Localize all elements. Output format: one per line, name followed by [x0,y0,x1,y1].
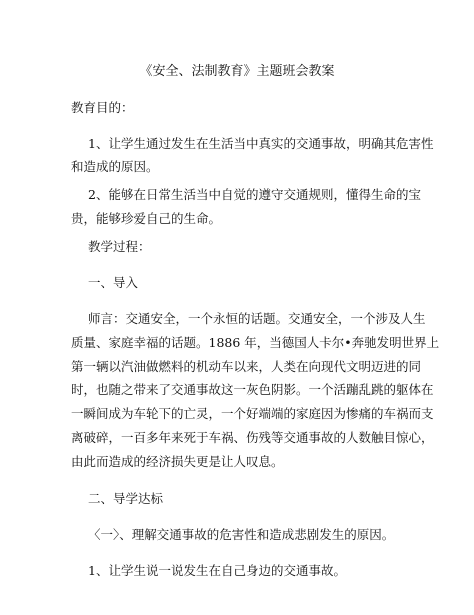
goals-heading: 教育目的： [71,100,134,115]
intro-line: 一瞬间成为车轮下的亡灵，一个好端端的家庭因为惨痛的车祸而支 [71,406,434,421]
section-1-heading: 一、导入 [88,275,139,290]
item-1: 1、让学生说一说发生在自己身边的交通事故。 [88,563,346,578]
document-title: 《安全、法制教育》主题班会教案 [139,64,335,79]
intro-line: 第一辆以汽油做燃料的机动车以来，人类在向现代文明迈进的同 [71,359,422,374]
intro-line: 师言：交通安全，一个永恒的话题。交通安全，一个涉及人生 [88,311,426,326]
intro-line: 时，也随之带来了交通事故这一灰色阴影。一个活蹦乱跳的躯体在 [71,382,434,397]
goal-2-line-1: 2、能够在日常生活当中自觉的遵守交通规则，懂得生命的宝 [88,187,421,202]
goal-1-line-2: 和造成的原因。 [71,159,159,174]
process-heading: 教学过程： [88,239,151,254]
intro-line: 质量、家庭幸福的话题。1886 年，当德国人卡尔•奔驰发明世界上 [71,335,440,350]
goal-1-line-1: 1、让学生通过发生在生活当中真实的交通事故，明确其危害性 [88,136,434,151]
subsection-1: 〈一〉、理解交通事故的危害性和造成悲剧发生的原因。 [88,527,395,542]
intro-line: 离破碎，一百多年来死于车祸、伤残等交通事故的人数触目惊心， [71,430,434,445]
intro-line: 由此而造成的经济损失更是让人叹息。 [71,454,284,469]
goal-2-line-2: 贵，能够珍爱自己的生命。 [71,211,222,226]
section-2-heading: 二、导学达标 [88,491,164,506]
